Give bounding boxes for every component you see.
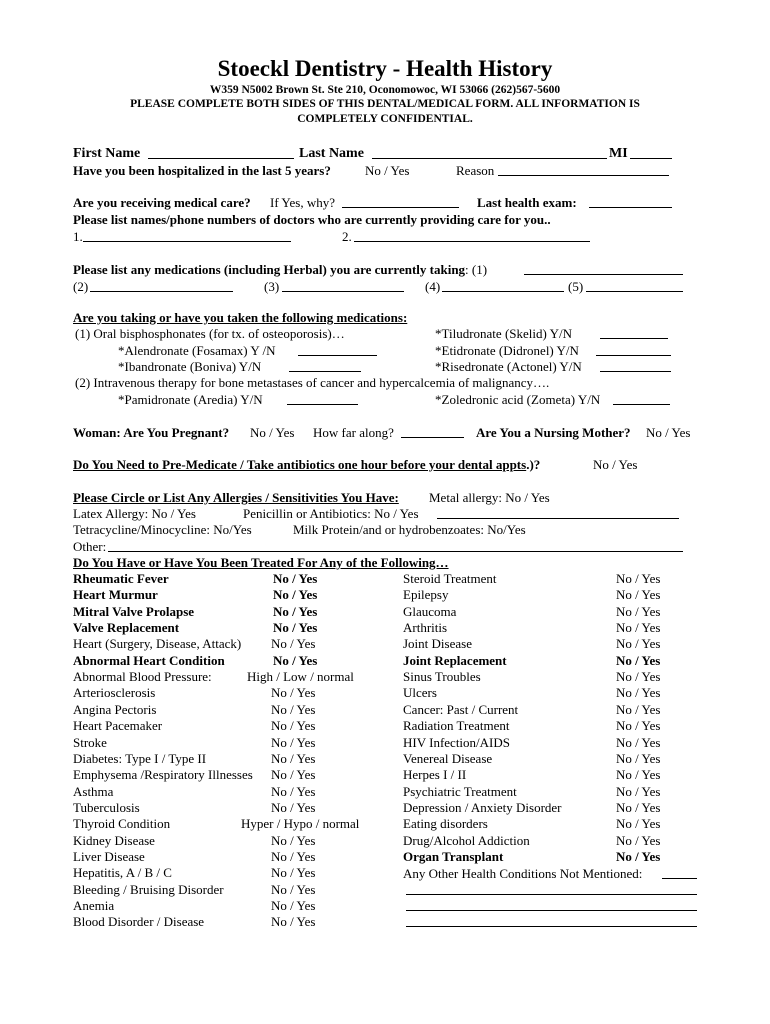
first-name-field[interactable]	[148, 146, 294, 159]
condition-right-options[interactable]: No / Yes	[616, 620, 661, 635]
condition-right-label: Ulcers	[403, 685, 437, 700]
condition-left-options[interactable]: No / Yes	[271, 865, 316, 880]
latex-allergy[interactable]: Latex Allergy: No / Yes	[73, 506, 196, 521]
zoledronic-label: *Zoledronic acid (Zometa) Y/N	[435, 392, 601, 407]
condition-left-label: Arteriosclerosis	[73, 685, 156, 700]
condition-left-label: Bleeding / Bruising Disorder	[73, 882, 224, 897]
condition-left-label: Angina Pectoris	[73, 702, 157, 717]
medications-question	[73, 262, 487, 278]
penicillin-allergy[interactable]: Penicillin or Antibiotics: No / Yes	[243, 506, 419, 521]
pregnant-options[interactable]: No / Yes	[250, 425, 295, 440]
premedicate-options[interactable]: No / Yes	[593, 457, 638, 472]
condition-left-options[interactable]: No / Yes	[271, 914, 316, 929]
condition-right-label: Glaucoma	[403, 604, 457, 619]
condition-right-options[interactable]: No / Yes	[616, 751, 661, 766]
etidronate-label: *Etidronate (Didronel) Y/N	[435, 343, 579, 358]
alendronate-label: *Alendronate (Fosamax) Y /N	[118, 343, 276, 358]
condition-right-label: Steroid Treatment	[403, 571, 497, 586]
condition-right-label: Psychiatric Treatment	[403, 784, 517, 799]
condition-left-label: Heart (Surgery, Disease, Attack)	[73, 636, 242, 651]
bisphosphonates-heading: Are you taking or have you taken the following medications:	[73, 310, 408, 325]
nursing-label: Are You a Nursing Mother?	[476, 425, 631, 440]
condition-left-options[interactable]: No / Yes	[271, 849, 316, 864]
condition-left-label: Kidney Disease	[73, 833, 155, 848]
medication-5-field[interactable]	[586, 279, 683, 292]
etidronate-field[interactable]	[596, 343, 671, 356]
risedronate-label: *Risedronate (Actonel) Y/N	[435, 359, 582, 374]
condition-left-options[interactable]: No / Yes	[271, 718, 316, 733]
instruction-line-2: COMPLETELY CONFIDENTIAL.	[297, 113, 473, 125]
condition-left-label: Asthma	[73, 784, 114, 799]
reason-field[interactable]	[498, 163, 669, 176]
condition-right-options[interactable]: No / Yes	[616, 849, 661, 864]
how-far-label: How far along?	[313, 425, 394, 440]
instruction-line-1: PLEASE COMPLETE BOTH SIDES OF THIS DENTAL/MEDICAL FORM. ALL INFORMATION IS	[130, 98, 640, 110]
premedicate-question-text: Do You Need to Pre-Medicate / Take antibiotics one hour before your dental appts	[73, 457, 527, 472]
condition-left-label: Tuberculosis	[73, 800, 140, 815]
condition-right-options[interactable]: No / Yes	[616, 571, 661, 586]
medical-care-question: Are you receiving medical care?	[73, 195, 251, 210]
condition-left-options[interactable]: No / Yes	[271, 685, 316, 700]
medication-5-label: (5)	[568, 279, 584, 294]
condition-right-options[interactable]: No / Yes	[616, 587, 661, 602]
hospitalized-question: Have you been hospitalized in the last 5 years?	[73, 163, 331, 178]
condition-left-label: Hepatitis, A / B / C	[73, 865, 172, 880]
condition-left-options[interactable]: No / Yes	[273, 587, 318, 602]
other-allergy-label: Other:	[73, 539, 107, 554]
condition-left-options[interactable]: No / Yes	[271, 751, 316, 766]
condition-left-options[interactable]: No / Yes	[271, 898, 316, 913]
risedronate-field[interactable]	[600, 359, 671, 372]
tetracycline-allergy[interactable]: Tetracycline/Minocycline: No/Yes	[73, 522, 252, 537]
condition-left-label: Anemia	[73, 898, 115, 913]
condition-left-label: Liver Disease	[73, 849, 145, 864]
other-conditions-field-2[interactable]	[406, 882, 697, 895]
condition-right-label: Sinus Troubles	[403, 669, 481, 684]
doctor-2-field[interactable]	[354, 229, 590, 242]
doctor-1-field[interactable]	[83, 229, 291, 242]
condition-right-label: Arthritis	[403, 620, 448, 635]
condition-right-options[interactable]: No / Yes	[616, 636, 661, 651]
condition-right-label: Epilepsy	[403, 587, 449, 602]
medication-4-label: (4)	[425, 279, 441, 294]
how-far-field[interactable]	[401, 425, 464, 438]
condition-left-options[interactable]: No / Yes	[273, 620, 318, 635]
condition-right-options[interactable]: No / Yes	[616, 735, 661, 750]
condition-right-label: Joint Replacement	[403, 653, 507, 668]
office-address: W359 N5002 Brown St. Ste 210, Oconomowoc, WI 53066 (262)567-5600	[209, 84, 561, 96]
nursing-options[interactable]: No / Yes	[646, 425, 691, 440]
condition-left-options[interactable]: No / Yes	[273, 653, 318, 668]
condition-right-options[interactable]: No / Yes	[616, 767, 661, 782]
condition-left-options[interactable]: No / Yes	[271, 833, 316, 848]
condition-left-label: Heart Murmur	[73, 587, 158, 602]
hospitalized-options[interactable]: No / Yes	[365, 163, 410, 178]
if-yes-why-label: If Yes, why?	[270, 195, 335, 210]
allergies-heading: Please Circle or List Any Allergies / Sensitivities You Have:	[73, 490, 399, 505]
other-allergy-field[interactable]	[108, 539, 683, 552]
condition-left-label: Emphysema /Respiratory Illnesses	[73, 767, 253, 782]
medication-1-field[interactable]	[524, 262, 683, 275]
pamidronate-label: *Pamidronate (Aredia) Y/N	[118, 392, 263, 407]
condition-right-label: Drug/Alcohol Addiction	[403, 833, 530, 848]
mi-field[interactable]	[630, 146, 672, 159]
ibandronate-label: *Ibandronate (Boniva) Y/N	[118, 359, 262, 374]
other-conditions-label: Any Other Health Conditions Not Mentioned:	[403, 866, 643, 881]
condition-right-options[interactable]: No / Yes	[616, 653, 661, 668]
condition-left-options[interactable]: No / Yes	[271, 800, 316, 815]
last-exam-field[interactable]	[589, 195, 672, 208]
condition-left-label: Diabetes: Type I / Type II	[73, 751, 207, 766]
conditions-heading: Do You Have or Have You Been Treated For Any of the Following…	[73, 555, 449, 570]
condition-right-options[interactable]: No / Yes	[616, 685, 661, 700]
condition-right-options[interactable]: No / Yes	[616, 604, 661, 619]
condition-left-label: Rheumatic Fever	[73, 571, 169, 586]
zoledronic-field[interactable]	[613, 392, 670, 405]
condition-right-options[interactable]: No / Yes	[616, 718, 661, 733]
medication-2-field[interactable]	[90, 279, 233, 292]
condition-left-label: Mitral Valve Prolapse	[73, 604, 195, 619]
tiludronate-label: *Tiludronate (Skelid) Y/N	[435, 326, 572, 341]
condition-left-options[interactable]: Hyper / Hypo / normal	[241, 816, 360, 831]
condition-left-options[interactable]: No / Yes	[271, 735, 316, 750]
condition-right-label: HIV Infection/AIDS	[403, 735, 510, 750]
condition-left-options[interactable]: No / Yes	[271, 882, 316, 897]
condition-right-label: Eating disorders	[403, 816, 488, 831]
other-conditions-field-3[interactable]	[406, 898, 697, 911]
condition-right-options[interactable]: No / Yes	[616, 784, 661, 799]
ibandronate-field[interactable]	[289, 359, 361, 372]
other-conditions-field-1[interactable]	[662, 866, 697, 879]
doctors-question: Please list names/phone numbers of doctors who are currently providing care for you..	[73, 212, 551, 227]
other-conditions-field-4[interactable]	[406, 914, 697, 927]
condition-left-options[interactable]: High / Low / normal	[247, 669, 354, 684]
reason-label: Reason	[456, 163, 495, 178]
condition-left-options[interactable]: No / Yes	[271, 767, 316, 782]
condition-right-options[interactable]: No / Yes	[616, 669, 661, 684]
condition-left-options[interactable]: No / Yes	[273, 571, 318, 586]
condition-left-label: Abnormal Blood Pressure:	[73, 669, 212, 684]
condition-right-options[interactable]: No / Yes	[616, 816, 661, 831]
condition-right-options[interactable]: No / Yes	[616, 800, 661, 815]
condition-left-options[interactable]: No / Yes	[271, 636, 316, 651]
condition-right-label: Venereal Disease	[403, 751, 493, 766]
doctor-1-label: 1.	[73, 229, 83, 244]
medications-item-1-label: : (1)	[465, 262, 488, 277]
condition-right-options[interactable]: No / Yes	[616, 833, 661, 848]
last-exam-label: Last health exam:	[477, 195, 577, 210]
pamidronate-field[interactable]	[287, 392, 358, 405]
medication-2-label: (2)	[73, 279, 89, 294]
premedicate-suffix: .)?	[526, 457, 541, 472]
condition-right-options[interactable]: No / Yes	[616, 702, 661, 717]
condition-right-label: Organ Transplant	[403, 849, 504, 864]
last-name-field[interactable]	[372, 146, 607, 159]
condition-right-label: Cancer: Past / Current	[403, 702, 519, 717]
doctor-2-label: 2.	[342, 229, 352, 244]
metal-allergy[interactable]: Metal allergy: No / Yes	[429, 490, 550, 505]
condition-left-options[interactable]: No / Yes	[273, 604, 318, 619]
condition-left-label: Abnormal Heart Condition	[73, 653, 225, 668]
condition-left-label: Heart Pacemaker	[73, 718, 163, 733]
condition-left-label: Thyroid Condition	[73, 816, 171, 831]
tiludronate-field[interactable]	[600, 326, 668, 339]
pregnant-label: Woman: Are You Pregnant?	[73, 425, 230, 440]
premedicate-question	[73, 457, 540, 473]
condition-left-label: Valve Replacement	[73, 620, 180, 635]
condition-left-label: Stroke	[73, 735, 107, 750]
penicillin-field[interactable]	[437, 506, 679, 519]
medications-question-text: Please list any medications (including Herbal) you are currently taking	[73, 262, 466, 277]
condition-left-label: Blood Disorder / Disease	[73, 914, 205, 929]
medication-4-field[interactable]	[442, 279, 564, 292]
iv-therapy-label: (2) Intravenous therapy for bone metastases of cancer and hypercalcemia of malignancy….	[75, 375, 550, 390]
form-title: Stoeckl Dentistry - Health History	[217, 56, 553, 81]
medical-care-why-field[interactable]	[342, 195, 459, 208]
condition-left-options[interactable]: No / Yes	[271, 784, 316, 799]
oral-bisphosphonates-label: (1) Oral bisphosphonates (for tx. of osteoporosis)…	[75, 326, 345, 341]
last-name-label: Last Name	[299, 146, 364, 161]
milk-protein-allergy[interactable]: Milk Protein/and or hydrobenzoates: No/Yes	[293, 522, 526, 537]
medication-3-label: (3)	[264, 279, 280, 294]
condition-right-label: Herpes I / II	[403, 767, 467, 782]
condition-left-options[interactable]: No / Yes	[271, 702, 316, 717]
medication-3-field[interactable]	[282, 279, 404, 292]
condition-right-label: Depression / Anxiety Disorder	[403, 800, 562, 815]
first-name-label: First Name	[73, 146, 141, 161]
condition-right-label: Joint Disease	[403, 636, 472, 651]
alendronate-field[interactable]	[298, 343, 377, 356]
condition-right-label: Radiation Treatment	[403, 718, 510, 733]
mi-label: MI	[609, 146, 628, 161]
